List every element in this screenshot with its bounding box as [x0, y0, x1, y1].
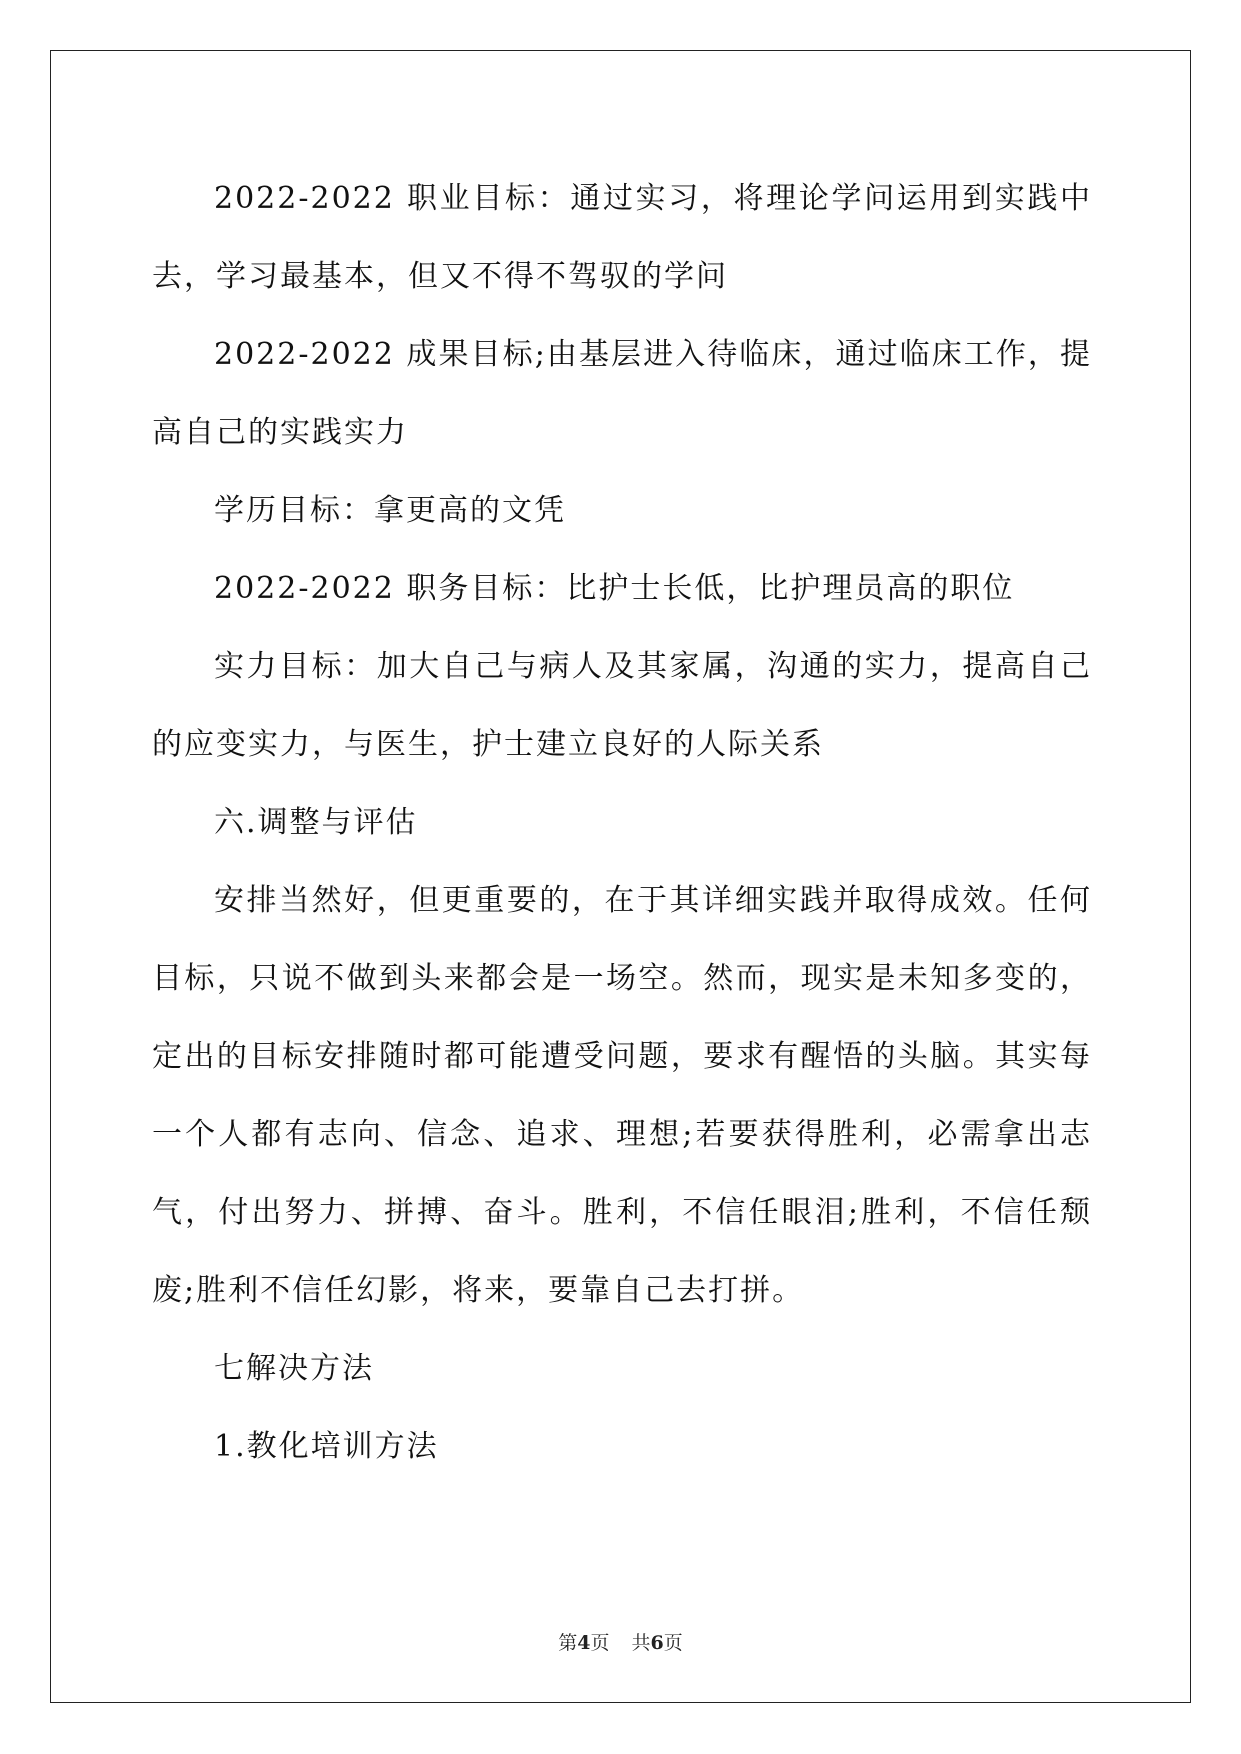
paragraph-position-goal: 2022-2022 职务目标：比护士长低，比护理员高的职位	[214, 571, 1015, 606]
footer-total-pages: 6	[650, 1632, 664, 1654]
subheading-training-method: 1.教化培训方法	[214, 1429, 439, 1464]
document-body	[152, 160, 1092, 1486]
paragraph-education-goal: 学历目标：拿更高的文凭	[214, 493, 566, 528]
footer-page-suffix: 页	[590, 1632, 610, 1654]
paragraph-career-goal: 2022-2022 职业目标：通过实习，将理论学问运用到实践中去，学习最基本，但又不得不驾驭的学问	[152, 181, 1092, 294]
paragraph-ability-goal: 实力目标：加大自己与病人及其家属，沟通的实力，提高自己的应变实力，与医生，护士建立良好的人际关系	[152, 649, 1092, 762]
footer-total-suffix: 页	[663, 1632, 683, 1654]
footer-page-prefix: 第	[558, 1632, 578, 1654]
footer-page-number: 4	[577, 1632, 591, 1654]
paragraph-achievement-goal: 2022-2022 成果目标;由基层进入待临床，通过临床工作，提高自己的实践实力	[152, 337, 1092, 450]
footer-total-prefix: 共	[631, 1632, 651, 1654]
paragraph-adjust-evaluate: 安排当然好，但更重要的，在于其详细实践并取得成效。任何目标，只说不做到头来都会是一场空。然而，现实是未知多变的，定出的目标安排随时都可能遭受问题，要求有醒悟的头脑。其实每一个人都有志向、信念、追求、理想;若要获得胜利，必需拿出志气，付出努力、拼搏、奋斗。胜利，不信任眼泪;胜利，不信任颓废;胜利不信任幻影，将来，要靠自己去打拼。	[152, 883, 1092, 1308]
section-heading-solutions: 七解决方法	[214, 1351, 374, 1386]
page-footer	[0, 1628, 1241, 1655]
section-heading-adjust-evaluate: 六.调整与评估	[214, 805, 418, 840]
